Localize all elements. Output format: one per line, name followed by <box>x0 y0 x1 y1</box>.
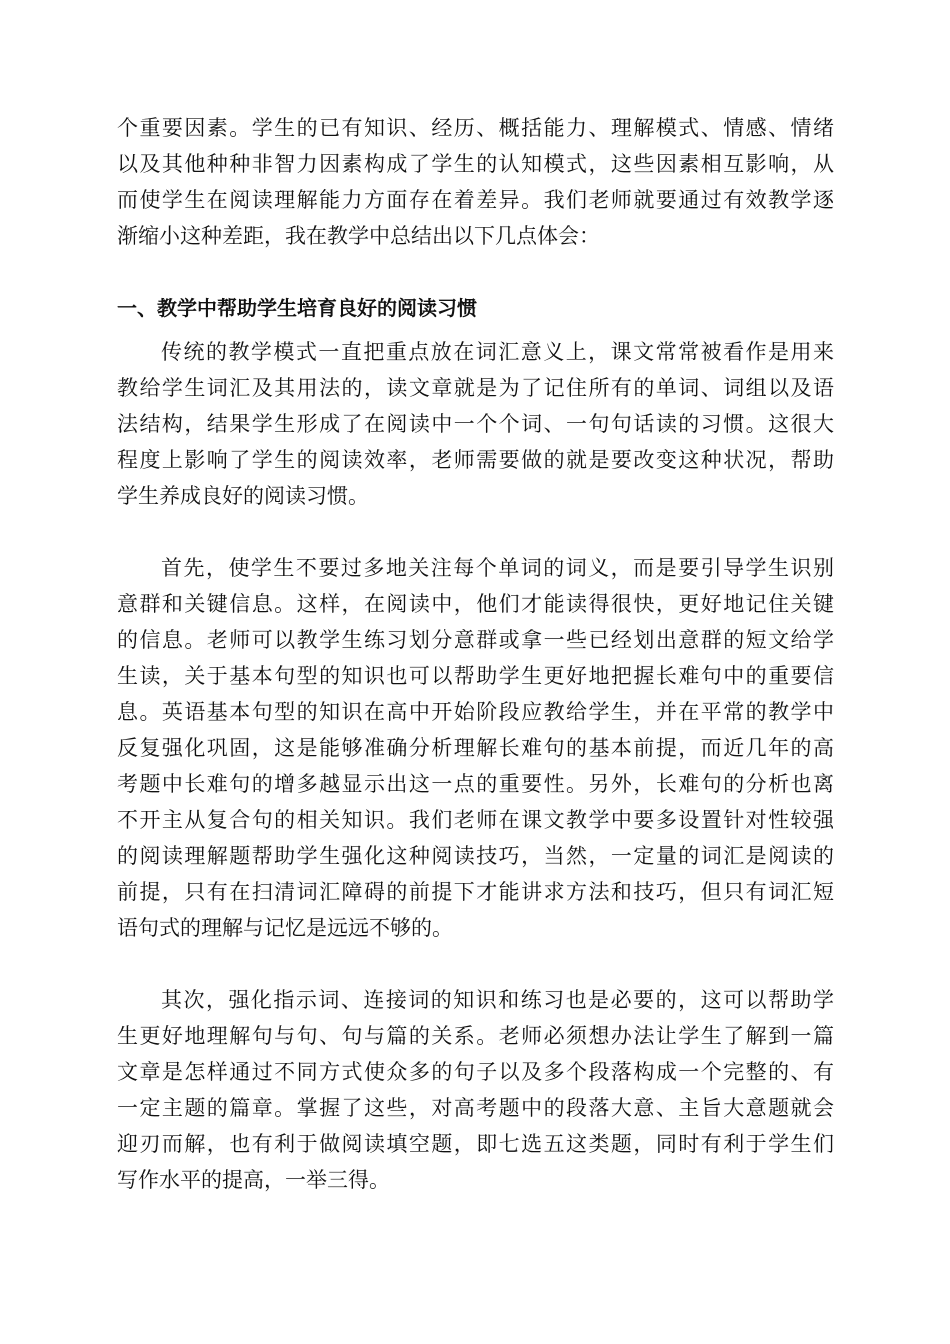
text-line: 迎刃而解，也有利于做阅读填空题，即七选五这类题，同时有利于学生们 <box>117 1132 834 1156</box>
text-line: 程度上影响了学生的阅读效率，老师需要做的就是要改变这种状况，帮助 <box>117 448 834 472</box>
text-line: 生更好地理解句与句、句与篇的关系。老师必须想办法让学生了解到一篇 <box>117 1024 834 1048</box>
paragraph-spacer <box>117 514 834 550</box>
text-line: 其次，强化指示词、连接词的知识和练习也是必要的，这可以帮助学 <box>161 988 834 1012</box>
text-line: 以及其他种种非智力因素构成了学生的认知模式，这些因素相互影响，从 <box>117 152 834 176</box>
text-line: 一定主题的篇章。掌握了这些，对高考题中的段落大意、主旨大意题就会 <box>117 1096 834 1120</box>
intro-paragraph <box>117 110 834 254</box>
text-line: 渐缩小这种差距，我在教学中总结出以下几点体会： <box>117 224 600 248</box>
paragraph-2 <box>117 550 834 946</box>
text-line: 而使学生在阅读理解能力方面存在着差异。我们老师就要通过有效教学逐 <box>117 188 834 212</box>
text-line: 法结构，结果学生形成了在阅读中一个个词、一句句话读的习惯。这很大 <box>117 412 834 436</box>
paragraph-spacer <box>117 946 834 982</box>
paragraph-spacer <box>117 326 834 334</box>
text-line: 的阅读理解题帮助学生强化这种阅读技巧，当然，一定量的词汇是阅读的 <box>117 844 834 868</box>
text-line: 首先，使学生不要过多地关注每个单词的词义，而是要引导学生识别 <box>161 556 834 580</box>
text-line: 息。英语基本句型的知识在高中开始阶段应教给学生，并在平常的教学中 <box>117 700 834 724</box>
text-line: 教给学生词汇及其用法的，读文章就是为了记住所有的单词、词组以及语 <box>117 376 834 400</box>
paragraph-3 <box>117 982 834 1198</box>
text-line: 考题中长难句的增多越显示出这一点的重要性。另外，长难句的分析也离 <box>117 772 834 796</box>
section-heading: 一、教学中帮助学生培育良好的阅读习惯 <box>117 296 477 320</box>
paragraph-1 <box>117 334 834 514</box>
text-line: 生读，关于基本句型的知识也可以帮助学生更好地把握长难句中的重要信 <box>117 664 834 688</box>
text-line: 前提，只有在扫清词汇障碍的前提下才能讲求方法和技巧，但只有词汇短 <box>117 880 834 904</box>
text-line: 文章是怎样通过不同方式使众多的句子以及多个段落构成一个完整的、有 <box>117 1060 834 1084</box>
text-line: 传统的教学模式一直把重点放在词汇意义上，课文常常被看作是用来 <box>161 340 834 364</box>
text-line: 不开主从复合句的相关知识。我们老师在课文教学中要多设置针对性较强 <box>117 808 834 832</box>
document-page <box>117 110 834 1198</box>
paragraph-spacer <box>117 254 834 290</box>
text-line: 意群和关键信息。这样，在阅读中，他们才能读得很快，更好地记住关键 <box>117 592 834 616</box>
text-line: 反复强化巩固，这是能够准确分析理解长难句的基本前提，而近几年的高 <box>117 736 834 760</box>
text-line: 写作水平的提高，一举三得。 <box>117 1168 390 1192</box>
text-line: 个重要因素。学生的已有知识、经历、概括能力、理解模式、情感、情绪 <box>117 116 834 140</box>
text-line: 的信息。老师可以教学生练习划分意群或拿一些已经划出意群的短文给学 <box>117 628 834 652</box>
text-line: 语句式的理解与记忆是远远不够的。 <box>117 916 453 940</box>
text-line: 学生养成良好的阅读习惯。 <box>117 484 369 508</box>
